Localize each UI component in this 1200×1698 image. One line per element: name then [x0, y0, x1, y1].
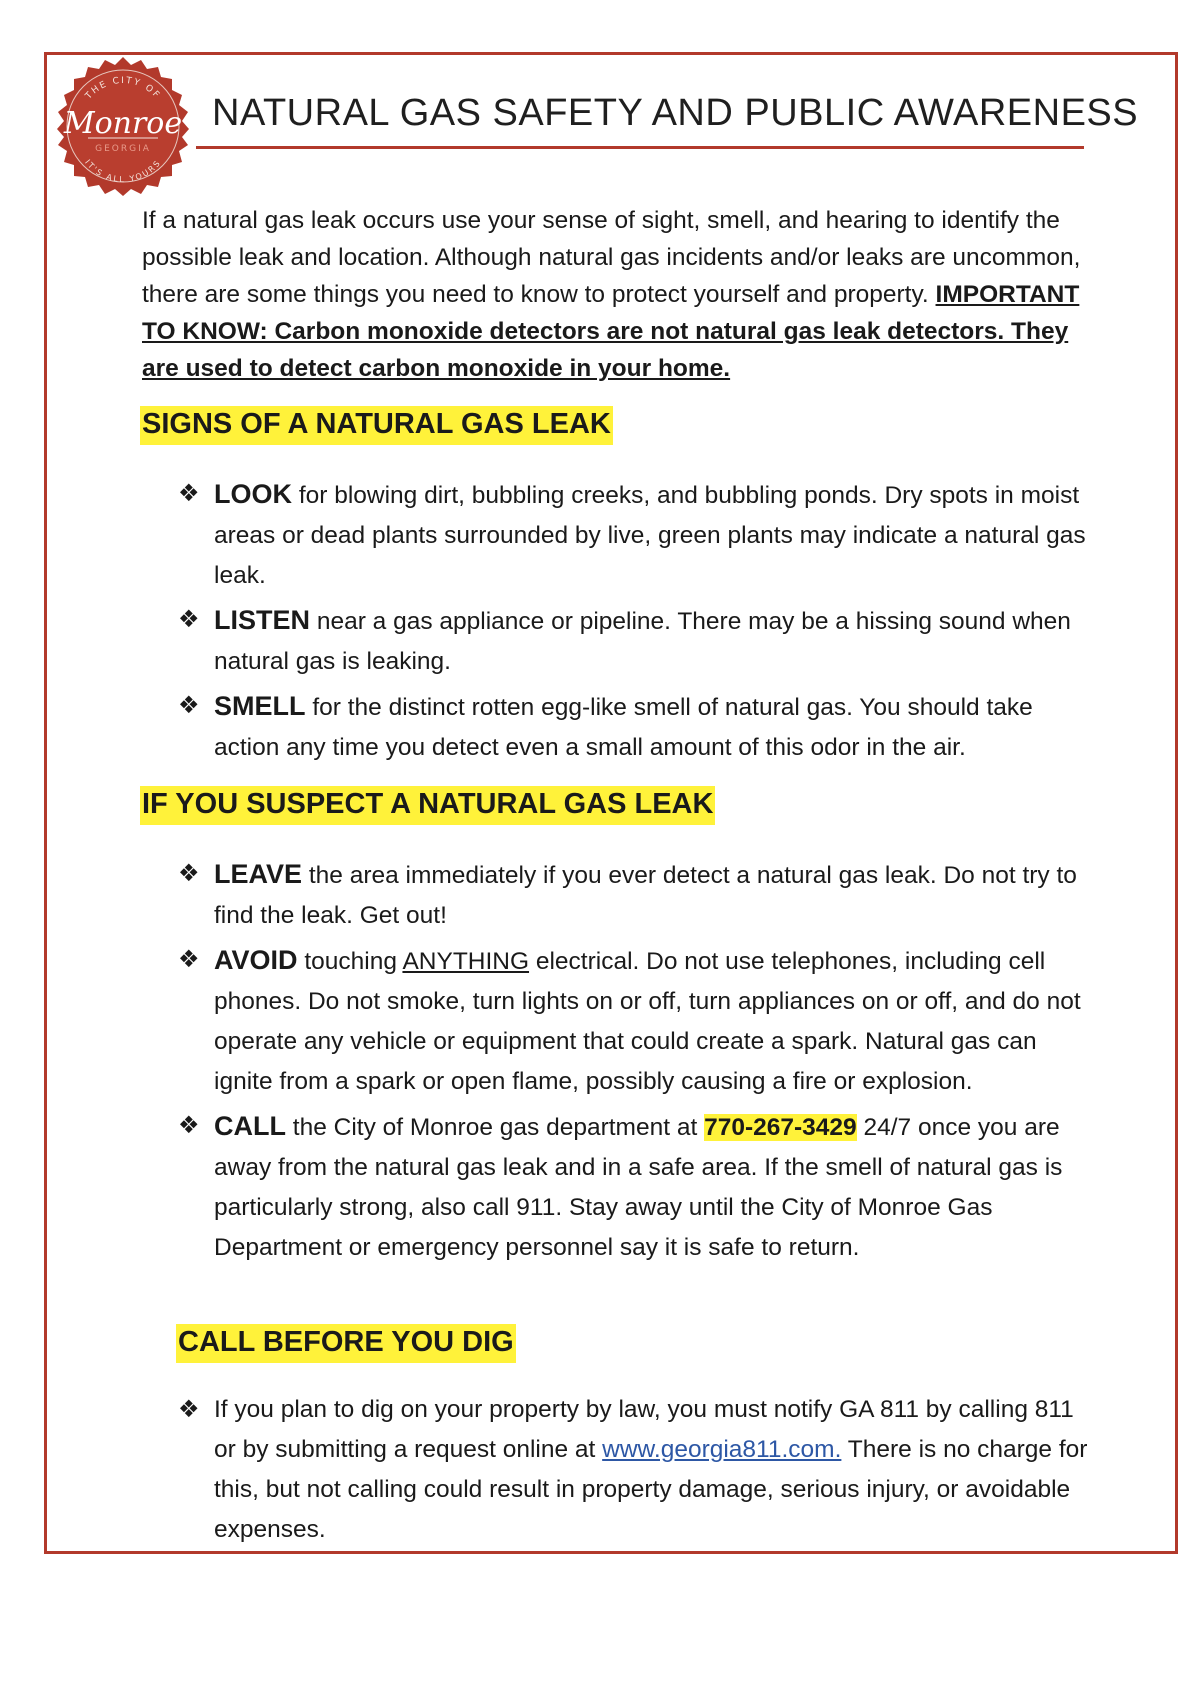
diamond-bullet-icon: ❖: [178, 692, 200, 719]
georgia811-link[interactable]: www.georgia811.com.: [602, 1436, 842, 1463]
listen-text: near a gas appliance or pipeline. There may be a hissing sound when natural gas is leaking.: [214, 608, 1071, 675]
dig-list: [178, 1390, 1090, 1550]
important-note: IMPORTANT TO KNOW: Carbon monoxide detectors are not natural gas leak detectors. They are used to detect carbon monoxide in your home.: [142, 281, 1080, 382]
seal-top-text: THE CITY OF: [83, 75, 163, 102]
keyword-call: CALL: [214, 1111, 286, 1141]
list-item-call: [178, 1106, 1090, 1268]
intro-paragraph: [142, 202, 1092, 387]
dig-pre: If you plan to dig on your property by law, you must notify GA 811 by calling 811 or by submitting a request online at: [214, 1396, 1074, 1463]
keyword-avoid: AVOID: [214, 945, 298, 975]
diamond-bullet-icon: ❖: [178, 480, 200, 507]
list-item-listen: [178, 600, 1090, 682]
keyword-look: LOOK: [214, 479, 292, 509]
seal-state: GEORGIA: [95, 144, 151, 154]
diamond-bullet-icon: ❖: [178, 946, 200, 973]
page-title: NATURAL GAS SAFETY AND PUBLIC AWARENESS: [212, 92, 1139, 134]
seal-tagline: IT'S ALL YOURS: [83, 157, 163, 185]
intro-text: If a natural gas leak occurs use your sense of sight, smell, and hearing to identify the possible leak and location. Although natural gas incidents and/or leaks are uncommon, there are some things you need to know to protect yourself and property.: [142, 207, 1081, 308]
heading-suspect: IF YOU SUSPECT A NATURAL GAS LEAK: [140, 786, 715, 825]
dig-post: There is no charge for this, but not calling could result in property damage, serious injury, or avoidable expenses.: [214, 1436, 1088, 1543]
avoid-underlined: ANYTHING: [402, 948, 530, 975]
title-divider: [196, 146, 1084, 149]
avoid-pre: touching: [304, 948, 397, 975]
phone-number[interactable]: 770-267-3429: [704, 1114, 857, 1141]
heading-signs: SIGNS OF A NATURAL GAS LEAK: [140, 406, 613, 445]
suspect-list: [178, 854, 1090, 1268]
look-text: for blowing dirt, bubbling creeks, and bubbling ponds. Dry spots in moist areas or dead plants surrounded by live, green plants may indicate a natural gas leak.: [214, 482, 1086, 589]
keyword-listen: LISTEN: [214, 605, 311, 635]
seal-name: Monroe: [63, 106, 183, 141]
smell-text: for the distinct rotten egg-like smell of natural gas. You should take action any time you detect even a small amount of this odor in the air.: [214, 694, 1033, 761]
list-item-dig: [178, 1390, 1090, 1550]
list-item-smell: [178, 686, 1090, 768]
diamond-bullet-icon: ❖: [178, 860, 200, 887]
call-text: 24/7 once you are away from the natural gas leak and in a safe area. If the smell of natural gas is particularly strong, also call 911. Stay away until the City of Monroe Gas Department or emergency personnel say it is safe to return.: [214, 1114, 1063, 1261]
city-seal-logo: [52, 55, 194, 197]
heading-dig: CALL BEFORE YOU DIG: [176, 1324, 516, 1363]
signs-list: [178, 474, 1090, 768]
leave-text: the area immediately if you ever detect a natural gas leak. Do not try to find the leak. Get out!: [214, 862, 1077, 929]
list-item-leave: [178, 854, 1090, 936]
call-pre: the City of Monroe gas department at: [292, 1114, 698, 1141]
keyword-leave: LEAVE: [214, 859, 303, 889]
list-item-avoid: [178, 940, 1090, 1102]
diamond-bullet-icon: ❖: [178, 606, 200, 633]
diamond-bullet-icon: ❖: [178, 1112, 200, 1139]
diamond-bullet-icon: ❖: [178, 1396, 200, 1423]
avoid-text: electrical. Do not use telephones, including cell phones. Do not smoke, turn lights on or off, turn appliances on or off, and do not operate any vehicle or equipment that could create a spark. Natural gas can ignite from a spark or open flame, possibly causing a fire or explosion.: [214, 948, 1081, 1095]
list-item-look: [178, 474, 1090, 596]
keyword-smell: SMELL: [214, 691, 306, 721]
